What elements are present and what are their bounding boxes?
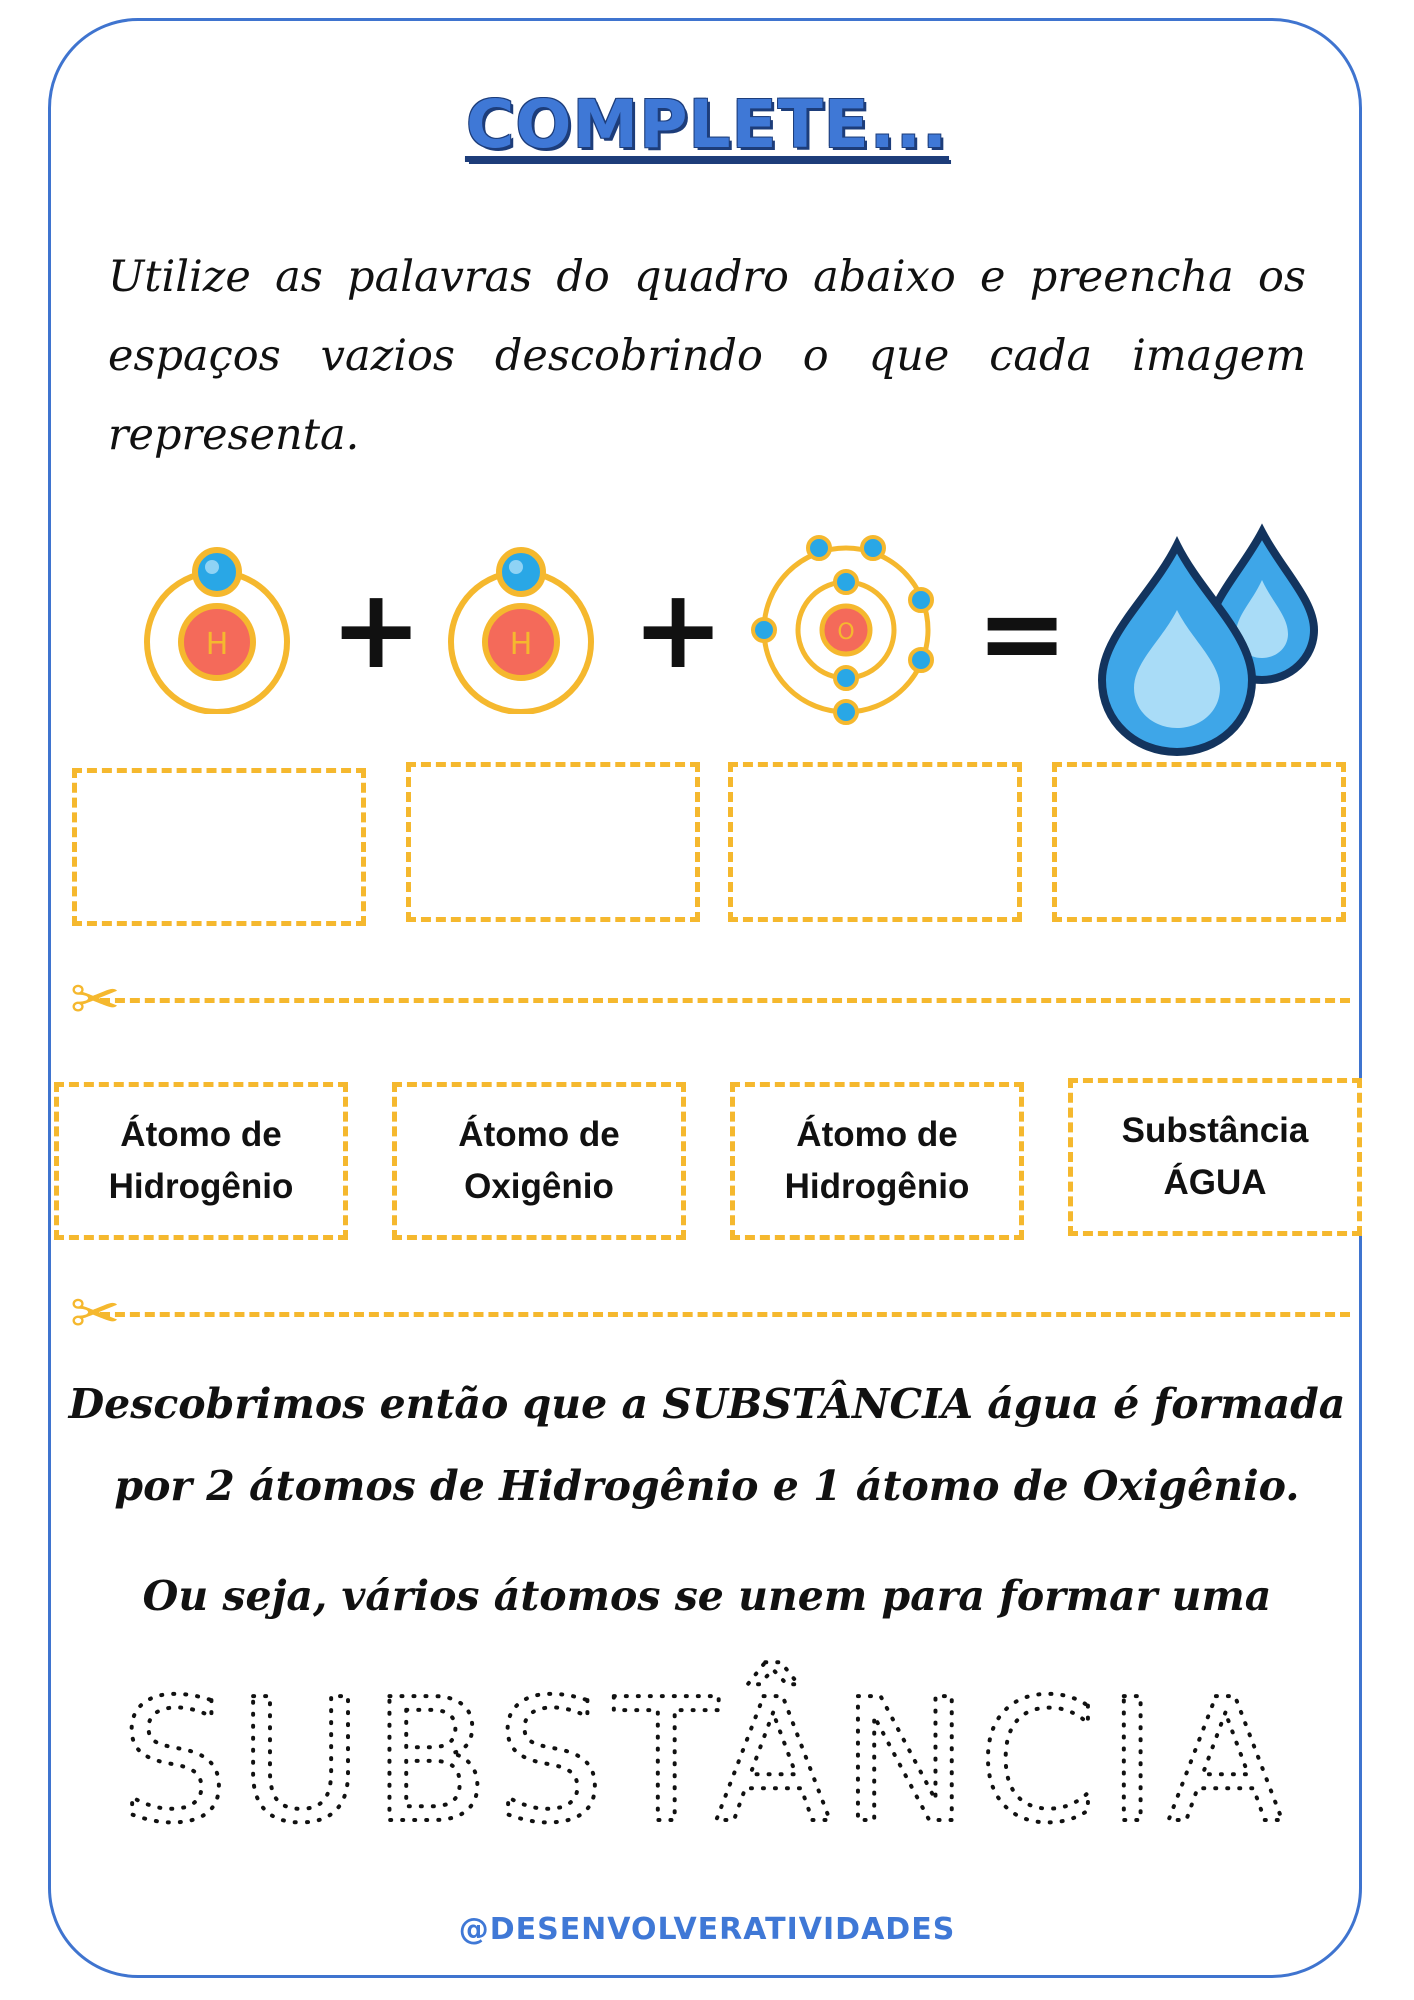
cut-line-1 [100, 998, 1350, 1003]
trace-word-text: SUBSTÂNCIA [120, 1663, 1294, 1840]
conclusion-line-3: Ou seja, vários átomos se unem para formar uma [142, 1572, 1272, 1620]
word-card-4[interactable]: Substância ÁGUA [1068, 1078, 1362, 1236]
page-title: COMPLETE... [465, 86, 949, 163]
plus-sign-1: + [330, 565, 423, 693]
word-card-3[interactable]: Átomo de Hidrogênio [730, 1082, 1024, 1240]
word-card-2[interactable]: Átomo de Oxigênio [392, 1082, 686, 1240]
conclusion-line-2: por 2 átomos de Hidrogênio e 1 átomo de Oxigênio. [114, 1462, 1300, 1510]
hydrogen-atom-icon [446, 544, 596, 714]
water-equation [0, 530, 1414, 760]
word-card-1[interactable]: Átomo de Hidrogênio [54, 1082, 348, 1240]
hydrogen-atom-icon [142, 544, 292, 714]
oxygen-atom-icon [746, 530, 946, 730]
answer-box-4[interactable] [1052, 762, 1346, 922]
equals-sign: = [976, 569, 1069, 697]
scissors-icon: ✂ [70, 965, 121, 1035]
conclusion-line-1: Descobrimos então que a SUBSTÂNCIA água é formada [68, 1380, 1346, 1428]
answer-box-3[interactable] [728, 762, 1022, 922]
atom1-symbol: H [205, 627, 229, 662]
answer-box-2[interactable] [406, 762, 700, 922]
atom3-symbol: O [837, 620, 855, 645]
scissors-icon: ✂ [70, 1279, 121, 1349]
atom2-symbol: H [509, 627, 533, 662]
plus-sign-2: + [632, 565, 725, 693]
answer-box-1[interactable] [72, 768, 366, 926]
instructions-text: Utilize as palavras do quadro abaixo e preencha os espaços vazios descobrindo o que cada imagem representa. [108, 252, 1306, 460]
water-drops-icon [1092, 510, 1322, 760]
footer-handle: @DESENVOLVERATIVIDADES [458, 1912, 956, 1947]
cut-line-2 [100, 1312, 1350, 1317]
tracing-word [0, 1660, 1414, 1840]
